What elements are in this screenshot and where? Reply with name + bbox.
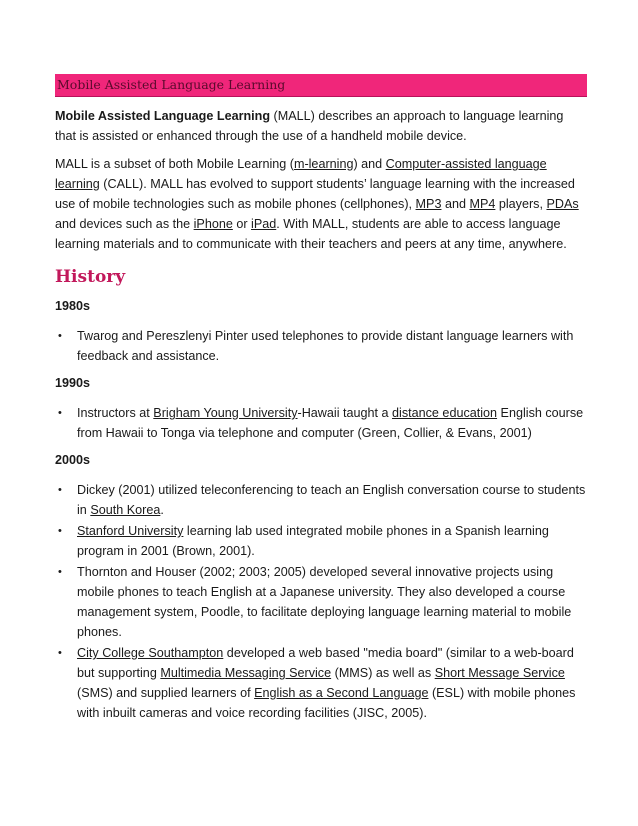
link-english-as-a-second-language[interactable]: English as a Second Language [254,686,429,700]
text-run: ) and [353,157,386,171]
link-city-college-southampton[interactable]: City College Southampton [77,646,224,660]
link-multimedia-messaging-service[interactable]: Multimedia Messaging Service [160,666,332,680]
era-list [55,480,587,723]
era-label: 2000s [55,453,91,467]
era-list [55,403,587,443]
bold-term: Mobile Assisted Language Learning [55,109,271,123]
era-list [55,326,587,366]
text-run: (MMS) as well as [331,666,435,680]
bullet-icon: • [58,484,62,496]
bullet-icon: • [58,330,62,342]
link-ipad[interactable]: iPad [251,217,277,231]
text-run: . [160,503,164,517]
text-run: . With MALL, students are able to access language learning materials and to communicate with their teachers and peers at any time, anywhere. [55,217,567,251]
list-item [55,643,587,723]
link-computer-assisted-language-learning[interactable]: Computer-assisted language learning [55,157,547,191]
text-run: players, [495,197,547,211]
link-south-korea[interactable]: South Korea [90,503,161,517]
list-item [55,521,587,561]
text-run: (MALL) describes an approach to language learning that is assisted or enhanced through the use of a handheld mobile device. [55,109,564,143]
text-run: (SMS) and supplied learners of [77,686,255,700]
bullet-icon: • [58,525,62,537]
history-heading: History [55,267,126,287]
list-item [55,480,587,520]
link-mp3[interactable]: MP3 [415,197,442,211]
text-run: learning lab used integrated mobile phones in a Spanish learning program in 2001 (Brown, 2001). [77,524,549,558]
era-label: 1980s [55,299,91,313]
text-run: Thornton and Houser (2002; 2003; 2005) developed several innovative projects using mobile phones to teach English at a Japanese university. They also developed a course management system, Poodle, to facilitate deploying language learning material to mobile phones. [77,565,572,639]
link-m-learning[interactable]: m-learning [293,157,354,171]
text-run: Twarog and Pereszlenyi Pinter used telephones to provide distant language learners with feedback and assistance. [77,329,574,363]
bullet-icon: • [58,647,62,659]
title-banner: Mobile Assisted Language Learning [55,74,587,97]
intro-paragraph-2 [55,154,587,254]
link-iphone[interactable]: iPhone [193,217,233,231]
text-run: or [232,217,252,231]
text-run: Dickey (2001) utilized teleconferencing to teach an English conversation course to students in [77,483,586,517]
text-run: and devices such as the [55,217,194,231]
text-run: -Hawaii taught a [297,406,393,420]
text-run: developed a web based "media board" (similar to a web-board but supporting [77,646,574,680]
bullet-icon: • [58,566,62,578]
history-eras [55,296,587,723]
list-item [55,562,587,642]
era-label: 1990s [55,376,91,390]
link-stanford-university[interactable]: Stanford University [77,524,184,538]
link-short-message-service[interactable]: Short Message Service [434,666,565,680]
list-item [55,326,587,366]
text-run: Instructors at [77,406,154,420]
link-distance-education[interactable]: distance education [392,406,498,420]
intro-paragraph-1 [55,106,587,146]
link-mp4[interactable]: MP4 [469,197,496,211]
link-pdas[interactable]: PDAs [546,197,579,211]
list-item [55,403,587,443]
document-page [55,74,587,724]
text-run: (CALL). MALL has evolved to support students’ language learning with the increased use of mobile technologies such as mobile phones (cellphones), [55,177,575,211]
text-run: English course from Hawaii to Tonga via telephone and computer (Green, Collier, & Evans, 2001) [77,406,584,440]
bullet-icon: • [58,407,62,419]
link-brigham-young-university[interactable]: Brigham Young University [153,406,298,420]
text-run: and [441,197,470,211]
text-run: (ESL) with mobile phones with inbuilt cameras and voice recording facilities (JISC, 2005). [77,686,576,720]
text-run: MALL is a subset of both Mobile Learning ( [55,157,294,171]
